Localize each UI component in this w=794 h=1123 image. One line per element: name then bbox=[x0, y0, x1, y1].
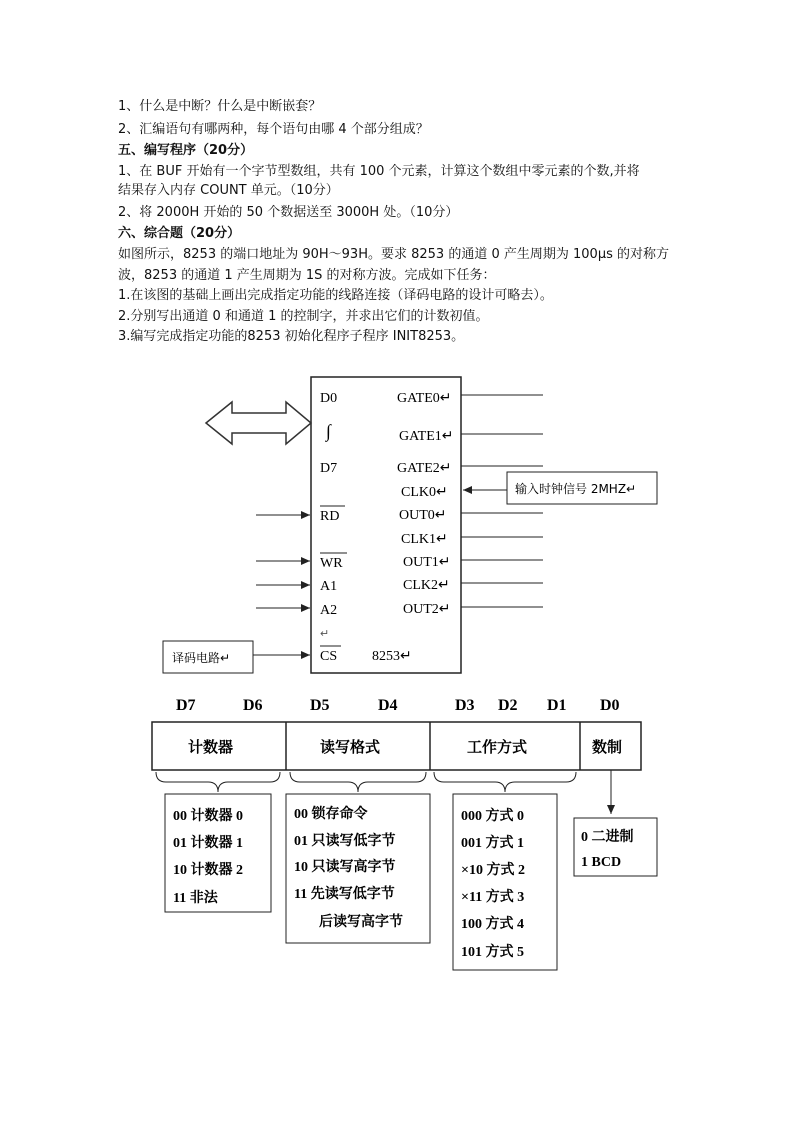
field-radix: 数制 bbox=[592, 740, 623, 756]
data-bus-arrow bbox=[206, 402, 311, 444]
mode-opt-2: ×10 方式 2 bbox=[461, 863, 525, 878]
s6-intro-line-1: 如图所示，8253 的端口地址为 90H～93H。要求 8253 的通道 0 产生周期为 100μs 的对称方 bbox=[118, 247, 669, 262]
s6-task-1: 1.在该图的基础上画出完成指定功能的线路连接（译码电路的设计可略去）。 bbox=[118, 288, 553, 303]
pin-gate1: GATE1↵ bbox=[399, 429, 454, 444]
s6-task-3: 3.编写完成指定功能的8253 初始化程序子程序 INIT8253。 bbox=[118, 329, 465, 344]
pin-wr: WR bbox=[320, 556, 343, 571]
rw-opt-0: 00 锁存命令 bbox=[294, 807, 368, 822]
pin-out2: OUT2↵ bbox=[403, 602, 451, 617]
pin-a2: A2 bbox=[320, 603, 338, 618]
rw-opt-1: 01 只读写低字节 bbox=[294, 834, 396, 849]
mode-opt-1: 001 方式 1 bbox=[461, 836, 524, 851]
s6-intro-line-2: 波，8253 的通道 1 产生周期为 1S 的对称方波。完成如下任务： bbox=[118, 268, 496, 283]
chip-body bbox=[311, 377, 461, 673]
pin-a1: A1 bbox=[320, 579, 338, 594]
decoder-label: 译码电路↵ bbox=[172, 651, 231, 665]
s5-question-2: 2、将 2000H 开始的 50 个数据送至 3000H 处。（10分） bbox=[118, 205, 459, 220]
pin-rd: RD bbox=[320, 509, 340, 524]
counter-opt-1: 01 计数器 1 bbox=[173, 836, 243, 851]
radix-opt-1: 1 BCD bbox=[581, 855, 622, 870]
chip-8253-diagram bbox=[0, 360, 794, 680]
bit-d5: D5 bbox=[310, 697, 330, 714]
rw-opt-2: 10 只读写高字节 bbox=[294, 860, 396, 875]
clock-signal-label: 输入时钟信号 2MHZ↵ bbox=[515, 482, 637, 496]
bit-d2: D2 bbox=[498, 697, 518, 714]
s5-question-1-line-1: 1、在 BUF 开始有一个字节型数组，共有 100 个元素，计算这个数组中零元素的个数,并将 bbox=[118, 164, 640, 179]
control-word-diagram bbox=[0, 690, 794, 980]
mode-opt-4: 100 方式 4 bbox=[461, 917, 524, 932]
brace-rw bbox=[290, 772, 426, 792]
rw-opt-4: 后读写高字节 bbox=[319, 915, 403, 930]
bit-d0: D0 bbox=[600, 697, 620, 714]
field-rw-format: 读写格式 bbox=[320, 740, 381, 756]
chip-name: 8253↵ bbox=[372, 649, 412, 664]
pin-gate0: GATE0↵ bbox=[397, 391, 452, 406]
counter-opt-2: 10 计数器 2 bbox=[173, 863, 243, 878]
field-work-mode: 工作方式 bbox=[467, 740, 528, 756]
pin-gate2: GATE2↵ bbox=[397, 461, 452, 476]
brace-counter bbox=[156, 772, 280, 792]
bit-d7: D7 bbox=[176, 697, 196, 714]
s5-question-1-line-2: 结果存入内存 COUNT 单元。（10分） bbox=[118, 183, 339, 198]
brace-mode bbox=[434, 772, 576, 792]
section-6-heading: 六、综合题（20分） bbox=[118, 226, 241, 241]
mode-opt-0: 000 方式 0 bbox=[461, 809, 524, 824]
mode-opt-3: ×11 方式 3 bbox=[461, 890, 525, 905]
bit-d4: D4 bbox=[378, 697, 398, 714]
radix-opt-0: 0 二进制 bbox=[581, 830, 634, 845]
pin-d7: D7 bbox=[320, 461, 338, 476]
pin-clk1: CLK1↵ bbox=[401, 532, 448, 547]
bit-d3: D3 bbox=[455, 697, 475, 714]
s6-task-2: 2.分别写出通道 0 和通道 1 的控制字，并求出它们的计数初值。 bbox=[118, 309, 489, 324]
pin-out0: OUT0↵ bbox=[399, 508, 447, 523]
pin-integral: ∫ bbox=[326, 421, 331, 441]
bit-d6: D6 bbox=[243, 697, 263, 714]
mode-opt-5: 101 方式 5 bbox=[461, 945, 524, 960]
pin-out1: OUT1↵ bbox=[403, 555, 451, 570]
bit-d1: D1 bbox=[547, 697, 567, 714]
question-assembly-statements: 2、汇编语句有哪两种，每个语句由哪 4 个部分组成？ bbox=[118, 122, 429, 137]
pin-d0: D0 bbox=[320, 391, 338, 406]
pin-clk0: CLK0↵ bbox=[401, 485, 448, 500]
section-5-heading: 五、编写程序（20分） bbox=[118, 143, 254, 158]
counter-opt-0: 00 计数器 0 bbox=[173, 809, 243, 824]
counter-opt-3: 11 非法 bbox=[173, 891, 218, 906]
pin-cs: CS bbox=[320, 649, 338, 664]
field-counter: 计数器 bbox=[188, 740, 234, 756]
rw-opt-3: 11 先读写低字节 bbox=[294, 887, 395, 902]
question-interrupt: 1、什么是中断？什么是中断嵌套？ bbox=[118, 99, 322, 114]
pin-clk2: CLK2↵ bbox=[403, 578, 450, 593]
pin-blank: ↵ bbox=[320, 628, 330, 640]
